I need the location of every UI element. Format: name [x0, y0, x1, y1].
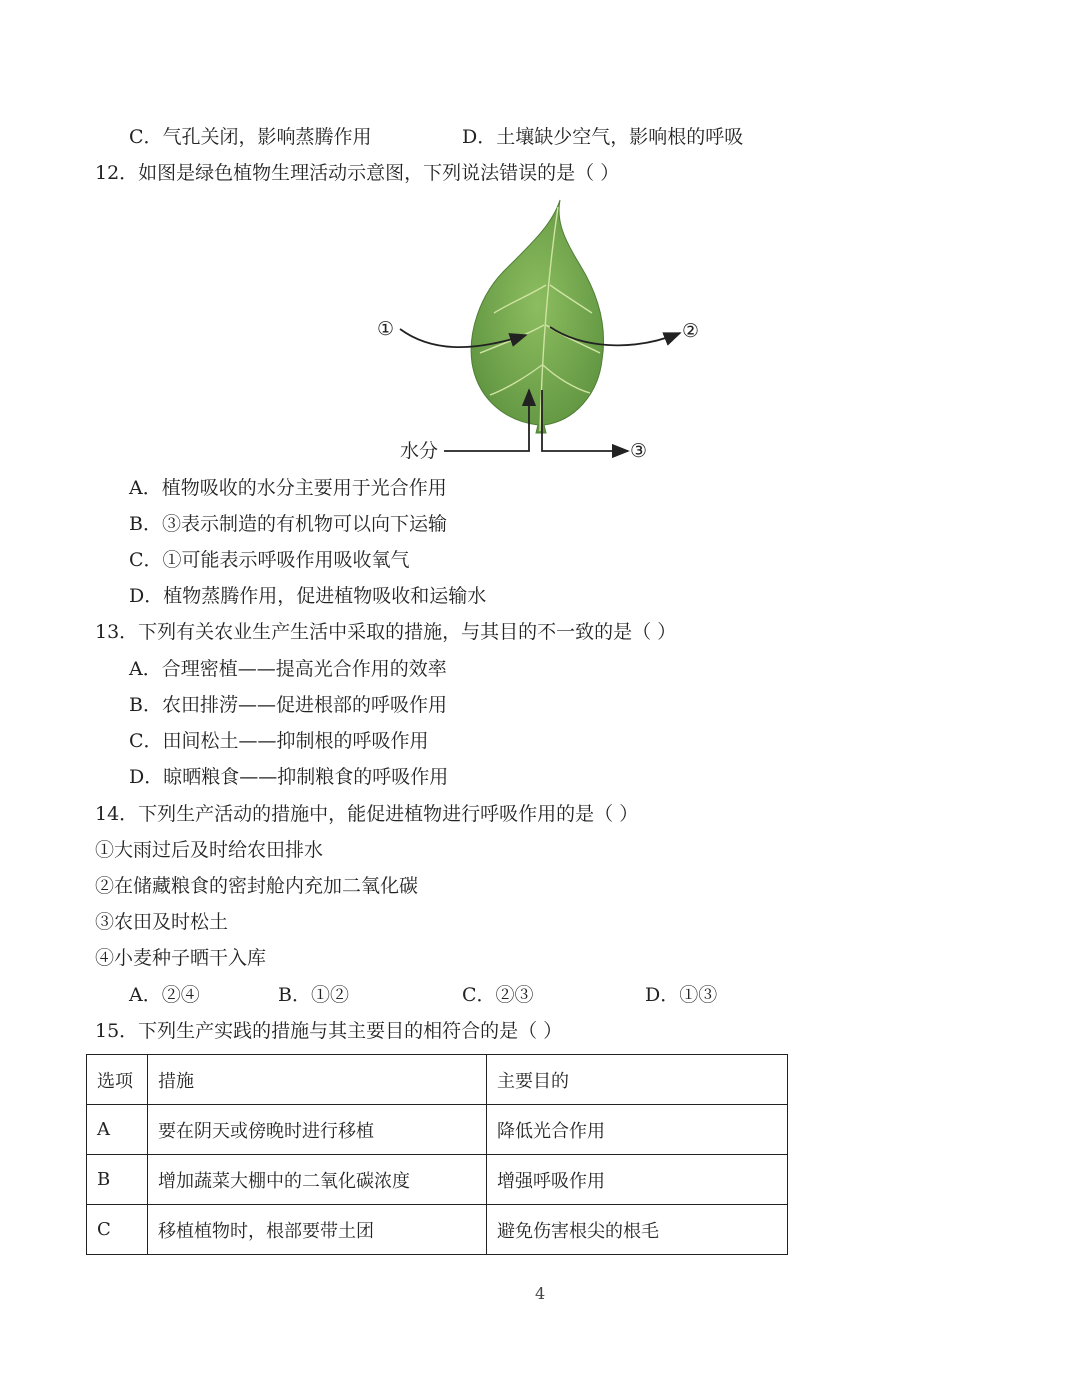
table-cell: C — [87, 1205, 148, 1255]
table-cell: 降低光合作用 — [487, 1105, 788, 1155]
table-cell: 增加蔬菜大棚中的二氧化碳浓度 — [148, 1155, 487, 1205]
q15-table — [86, 1054, 788, 1255]
q14-option-a: A．②④ — [129, 984, 200, 1006]
q15-stem: 15．下列生产实践的措施与其主要目的相符合的是（ ） — [95, 1020, 563, 1042]
q13-option-d: D．晾晒粮食——抑制粮食的呼吸作用 — [129, 766, 449, 788]
q13-option-a: A．合理密植——提高光合作用的效率 — [129, 658, 447, 680]
table-cell: 增强呼吸作用 — [487, 1155, 788, 1205]
q14-item-2: ②在储藏粮食的密封舱内充加二氧化碳 — [95, 875, 419, 897]
q12-option-a: A．植物吸收的水分主要用于光合作用 — [129, 477, 447, 499]
q14-option-b: B．①② — [278, 984, 349, 1006]
q12-option-b: B．③表示制造的有机物可以向下运输 — [129, 513, 447, 535]
q11-option-d: D．土壤缺少空气，影响根的呼吸 — [462, 126, 744, 148]
table-header-row — [87, 1055, 788, 1105]
figure-water-label: 水分 — [400, 440, 439, 462]
table-cell: 移植植物时，根部要带土团 — [148, 1205, 487, 1255]
table-cell: B — [87, 1155, 148, 1205]
q13-option-c: C．田间松土——抑制根的呼吸作用 — [129, 730, 429, 752]
q14-option-d: D．①③ — [645, 984, 718, 1006]
q14-item-1: ①大雨过后及时给农田排水 — [95, 839, 324, 861]
table-header-cell: 选项 — [87, 1055, 148, 1105]
table-row — [87, 1105, 788, 1155]
q14-option-c: C．②③ — [462, 984, 534, 1006]
table-cell: A — [87, 1105, 148, 1155]
figure-label-3: ③ — [630, 440, 648, 462]
q12-option-d: D．植物蒸腾作用，促进植物吸收和运输水 — [129, 585, 487, 607]
table-cell: 要在阴天或傍晚时进行移植 — [148, 1105, 487, 1155]
figure-label-1: ① — [377, 318, 395, 340]
page-number: 4 — [535, 1284, 546, 1303]
q13-option-b: B．农田排涝——促进根部的呼吸作用 — [129, 694, 447, 716]
leaf-blade — [471, 200, 603, 433]
figure-label-2: ② — [682, 320, 700, 342]
q14-item-3: ③农田及时松土 — [95, 911, 229, 933]
q12-stem: 12．如图是绿色植物生理活动示意图，下列说法错误的是（ ） — [95, 162, 620, 184]
leaf-diagram — [360, 195, 720, 475]
table-cell: 避免伤害根尖的根毛 — [487, 1205, 788, 1255]
table-row — [87, 1205, 788, 1255]
table-header-cell: 措施 — [148, 1055, 487, 1105]
q12-option-c: C．①可能表示呼吸作用吸收氧气 — [129, 549, 410, 571]
q11-option-c: C．气孔关闭，影响蒸腾作用 — [129, 126, 372, 148]
q14-stem: 14．下列生产活动的措施中，能促进植物进行呼吸作用的是（ ） — [95, 803, 639, 825]
table-row — [87, 1155, 788, 1205]
q14-item-4: ④小麦种子晒干入库 — [95, 947, 267, 969]
table-header-cell: 主要目的 — [487, 1055, 788, 1105]
q13-stem: 13．下列有关农业生产生活中采取的措施，与其目的不一致的是（ ） — [95, 621, 677, 643]
